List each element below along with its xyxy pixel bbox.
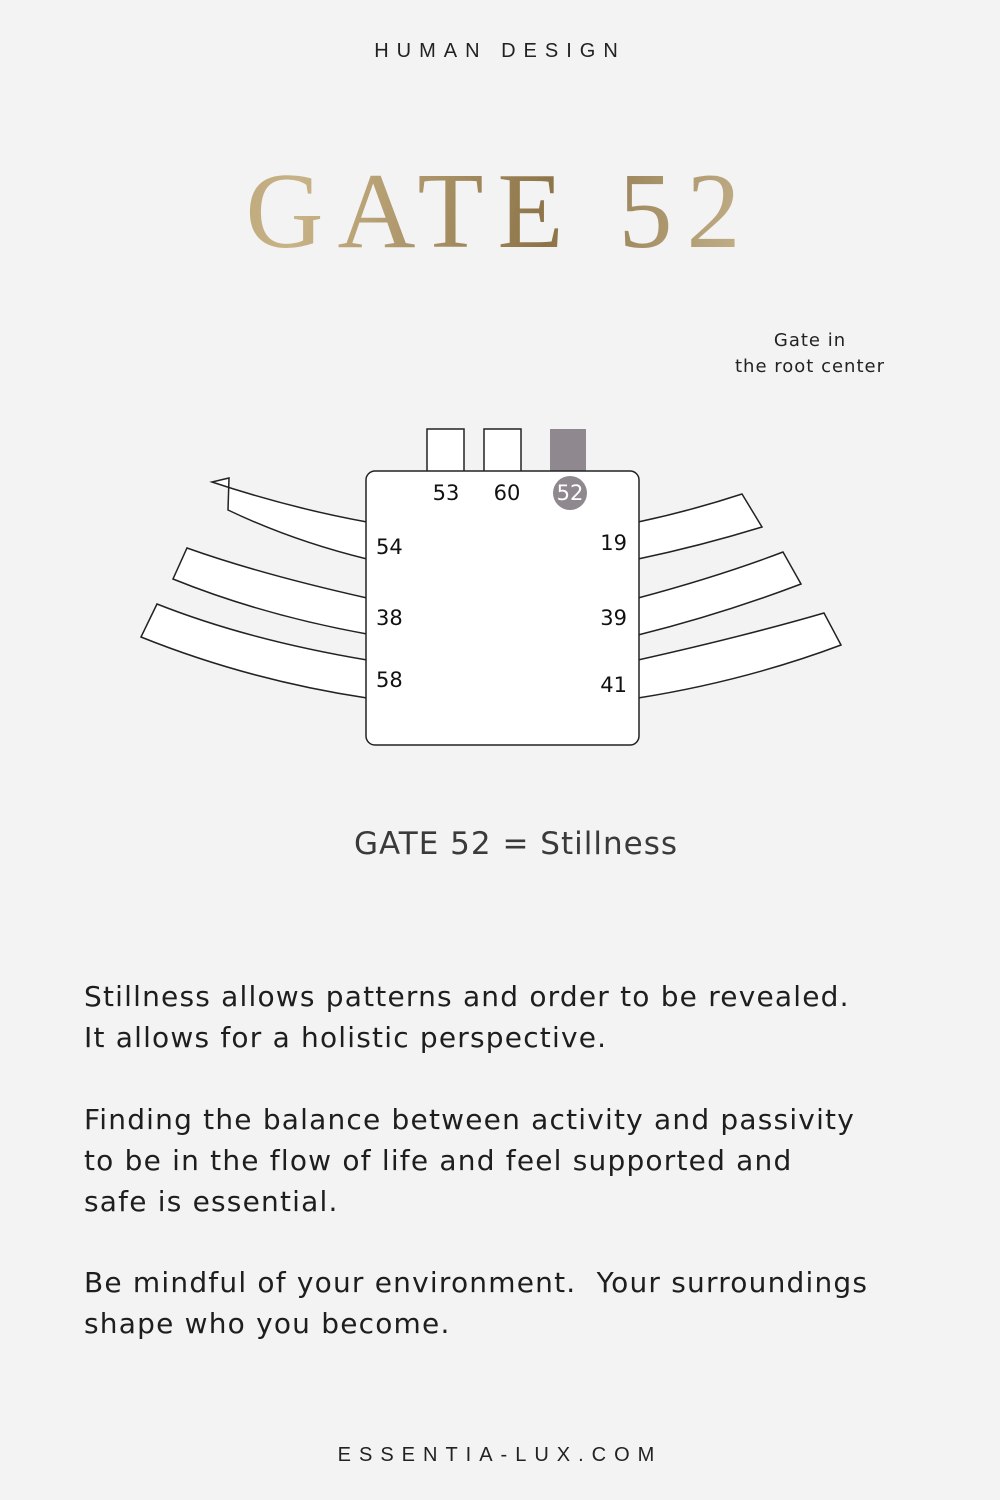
paragraph-3: [84, 1262, 944, 1344]
root-note-line-2: the root center: [735, 356, 885, 377]
top-channel-60: [484, 429, 521, 472]
gate-label-52: 52: [556, 481, 584, 505]
right-channel-19: [638, 494, 762, 559]
right-channel-39: [638, 552, 801, 635]
paragraph-line: shape who you become.: [84, 1307, 451, 1340]
gate-label-38: 38: [376, 606, 403, 630]
paragraph-1: [84, 976, 944, 1058]
root-note-line-1: Gate in: [773, 330, 847, 351]
paragraph-line: Be mindful of your environment. Your surroundings: [84, 1266, 869, 1299]
gate-meaning-heading: GATE 52 = Stillness: [353, 826, 679, 862]
top-channel-53: [427, 429, 464, 472]
eyebrow-label: HUMAN DESIGN: [374, 40, 626, 62]
gate-label-54: 54: [376, 535, 403, 559]
top-channel-52-active: [550, 429, 586, 472]
paragraph-line: to be in the flow of life and feel supported and: [84, 1144, 793, 1177]
paragraph-line: safe is essential.: [84, 1185, 339, 1218]
paragraph-line: It allows for a holistic perspective.: [84, 1021, 608, 1054]
root-center-box: [366, 471, 639, 745]
page-title: GATE 52: [0, 150, 1000, 274]
gate-label-41: 41: [600, 673, 627, 697]
gate-label-53: 53: [432, 481, 460, 505]
gate-label-60: 60: [493, 481, 521, 505]
gate-label-39: 39: [600, 606, 627, 630]
paragraph-line: Finding the balance between activity and passivity: [84, 1103, 856, 1136]
site-url-footer: ESSENTIA-LUX.COM: [337, 1444, 663, 1466]
paragraph-2: [84, 1099, 944, 1222]
gate-label-58: 58: [376, 668, 403, 692]
paragraph-line: Stillness allows patterns and order to be revealed.: [84, 980, 850, 1013]
gate-label-19: 19: [600, 531, 627, 555]
left-channel-54: [212, 478, 367, 559]
